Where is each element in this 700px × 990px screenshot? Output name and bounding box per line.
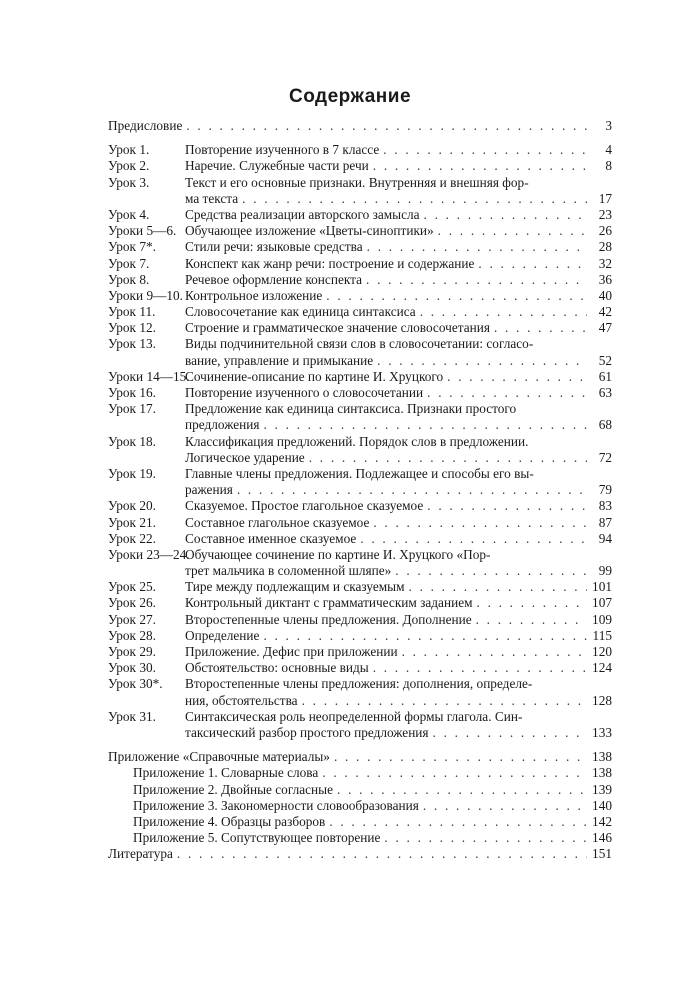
dot-leader	[326, 288, 587, 304]
entry-title: Контрольное изложение	[185, 287, 323, 303]
entry-title: предложения	[185, 417, 260, 433]
toc-entry-continuation	[108, 353, 612, 369]
toc-entry	[108, 175, 612, 191]
entry-title: Наречие. Служебные части речи	[185, 158, 369, 174]
toc-entry	[108, 239, 612, 255]
entry-body	[185, 693, 612, 709]
toc-entry	[108, 595, 612, 611]
lesson-label: Урок 20.	[108, 498, 156, 514]
lesson-label: Урок 26.	[108, 595, 156, 611]
lesson-label: Урок 16.	[108, 385, 156, 400]
dot-leader	[427, 498, 587, 514]
appendix-item	[108, 798, 612, 814]
entry-body	[185, 353, 612, 369]
page-number: 8	[605, 158, 612, 174]
appendix-item	[108, 830, 612, 846]
entry-title: Сочинение-описание по картине И. Хруцкого	[185, 368, 444, 384]
entry-body	[185, 725, 612, 741]
dot-leader	[427, 385, 587, 401]
entry-body	[185, 563, 612, 579]
dot-leader	[366, 272, 587, 288]
toc-entry	[108, 547, 612, 563]
dot-leader	[302, 693, 587, 709]
entry-title: ма текста	[185, 190, 239, 206]
toc-entry	[108, 385, 612, 401]
entry-body	[185, 466, 612, 482]
entry-body	[185, 207, 612, 223]
entry-title: Повторение изученного в 7 классе	[185, 142, 380, 158]
lesson-label: Урок 3.	[108, 174, 150, 190]
dot-leader	[402, 644, 587, 660]
entry-title: Обучающее сочинение по картине И. Хруцкого «Пор-	[185, 546, 491, 562]
entry-title: Обучающее изложение «Цветы-синоптики»	[185, 223, 434, 239]
entry-title: Предложение как единица синтаксиса. Признаки простого	[185, 401, 517, 417]
page-number: 83	[598, 498, 612, 514]
lesson-label: Урок 11.	[108, 304, 156, 320]
spacer	[108, 134, 612, 142]
page-number: 47	[598, 320, 612, 336]
entry-title: ражения	[185, 482, 233, 498]
toc-entry	[108, 434, 612, 450]
dot-leader	[447, 369, 587, 385]
entry-title: Синтаксическая роль неопределенной формы глагола. Син-	[185, 708, 523, 724]
lesson-label: Урок 27.	[108, 611, 156, 627]
page-number: 17	[598, 190, 612, 206]
toc-entry	[108, 660, 612, 676]
toc-entry-continuation	[108, 417, 612, 433]
entry-title: Словосочетание как единица синтаксиса	[185, 304, 416, 320]
dot-leader	[242, 191, 587, 207]
entry-body	[133, 830, 612, 846]
entry-title: Второстепенные члены предложения. Дополнение	[185, 611, 472, 627]
entry-title: Предисловие	[108, 118, 183, 133]
toc-entry	[108, 579, 612, 595]
lesson-label: Урок 7*.	[108, 239, 156, 255]
page-number: 52	[598, 352, 612, 368]
lesson-label: Урок 21.	[108, 514, 156, 530]
lesson-label: Урок 25.	[108, 579, 156, 595]
dot-leader	[263, 417, 587, 433]
toc-entry	[108, 256, 612, 272]
dot-leader	[494, 320, 587, 336]
dot-leader	[186, 118, 587, 134]
dot-leader	[438, 223, 587, 239]
dot-leader	[360, 531, 587, 547]
dot-leader	[263, 628, 587, 644]
spacer	[108, 741, 612, 749]
dot-leader	[309, 450, 587, 466]
entry-title: Приложение «Справочные материалы»	[108, 749, 330, 765]
page-number: 23	[598, 206, 612, 222]
page-number: 63	[598, 385, 612, 400]
lesson-label: Урок 7.	[108, 255, 150, 271]
entry-title: Приложение 4. Образцы разборов	[133, 813, 326, 829]
entry-title: Приложение 1. Словарные слова	[133, 765, 319, 781]
entry-body	[185, 644, 612, 660]
page-number: 133	[592, 724, 612, 740]
entry-body	[185, 288, 612, 304]
dot-leader	[334, 749, 587, 765]
page-number: 140	[592, 797, 612, 813]
dot-leader	[367, 239, 587, 255]
table-of-contents	[108, 118, 612, 862]
dot-leader	[383, 142, 587, 158]
page-number: 107	[592, 595, 612, 611]
lesson-label: Урок 12.	[108, 320, 156, 336]
toc-entry	[108, 628, 612, 644]
entry-title: Классификация предложений. Порядок слов в предложении.	[185, 433, 529, 449]
entry-body	[185, 336, 612, 352]
entry-body	[185, 369, 612, 385]
toc-entry	[108, 612, 612, 628]
entry-title: Средства реализации авторского замысла	[185, 206, 420, 222]
entry-body	[185, 401, 612, 417]
dot-leader	[373, 158, 587, 174]
appendix-entry	[108, 749, 612, 765]
entry-title: ния, обстоятельства	[185, 692, 298, 708]
dot-leader	[237, 482, 587, 498]
lesson-label: Урок 17.	[108, 401, 156, 417]
entry-title: Приложение 2. Двойные согласные	[133, 781, 334, 797]
appendix-item	[108, 814, 612, 830]
toc-entry-continuation	[108, 191, 612, 207]
page-number: 109	[592, 611, 612, 627]
page-number: 3	[605, 118, 612, 133]
lesson-label: Уроки 5—6.	[108, 223, 177, 239]
toc-entry	[108, 272, 612, 288]
toc-entry	[108, 466, 612, 482]
entry-title: Определение	[185, 627, 260, 643]
dot-leader	[329, 814, 587, 830]
toc-entry	[108, 320, 612, 336]
entry-title: Составное именное сказуемое	[185, 530, 357, 546]
entry-body	[185, 304, 612, 320]
page-number: 26	[598, 223, 612, 239]
lesson-label: Урок 28.	[108, 627, 156, 643]
entry-body	[185, 272, 612, 288]
toc-entry	[108, 498, 612, 514]
page-number: 61	[598, 368, 612, 384]
page-number: 94	[598, 530, 612, 546]
toc-entry	[108, 304, 612, 320]
toc-entry	[108, 158, 612, 174]
toc-entry	[108, 515, 612, 531]
lesson-label: Урок 30*.	[108, 676, 163, 692]
page-number: 40	[598, 287, 612, 303]
entry-title: Текст и его основные признаки. Внутренняя и внешняя фор-	[185, 174, 529, 190]
entry-body	[185, 223, 612, 239]
dot-leader	[476, 612, 587, 628]
lesson-label: Урок 31.	[108, 708, 156, 724]
toc-entry	[108, 288, 612, 304]
entry-body	[185, 531, 612, 547]
toc-entry	[108, 709, 612, 725]
dot-leader	[177, 846, 587, 862]
entry-body	[133, 765, 612, 781]
dot-leader	[322, 765, 587, 781]
toc-entry-continuation	[108, 450, 612, 466]
entry-title: Приложение. Дефис при приложении	[185, 644, 398, 659]
entry-body	[185, 320, 612, 336]
toc-entry	[108, 336, 612, 352]
dot-leader	[423, 798, 587, 814]
entry-body	[185, 191, 612, 207]
dot-leader	[373, 660, 587, 676]
lesson-label: Урок 19.	[108, 465, 156, 481]
lesson-label: Урок 18.	[108, 433, 156, 449]
entry-title: Логическое ударение	[185, 449, 305, 465]
entry-body	[108, 118, 612, 134]
toc-entry	[108, 401, 612, 417]
entry-title: Литература	[108, 846, 173, 862]
lesson-label: Урок 30.	[108, 660, 156, 676]
lesson-label: Урок 4.	[108, 206, 150, 222]
entry-body	[133, 798, 612, 814]
entry-title: Составное глагольное сказуемое	[185, 514, 370, 530]
entry-body	[185, 595, 612, 611]
entry-body	[185, 498, 612, 514]
dot-leader	[337, 782, 587, 798]
appendix-item	[108, 765, 612, 781]
entry-title: Главные члены предложения. Подлежащее и способы его вы-	[185, 465, 534, 481]
page-number: 138	[592, 765, 612, 781]
dot-leader	[373, 515, 587, 531]
entry-body	[185, 612, 612, 628]
lesson-label: Уроки 14—15.	[108, 368, 190, 384]
toc-entry	[108, 531, 612, 547]
page-number: 120	[592, 644, 612, 659]
entry-title: вание, управление и примыкание	[185, 352, 374, 368]
entry-body	[185, 175, 612, 191]
entry-body	[185, 256, 612, 272]
entry-body	[185, 515, 612, 531]
toc-entry-continuation	[108, 563, 612, 579]
dot-leader	[477, 595, 587, 611]
toc-entry	[108, 676, 612, 692]
dot-leader	[384, 830, 587, 846]
entry-title: Виды подчинительной связи слов в словосочетании: согласо-	[185, 336, 534, 352]
toc-entry	[108, 142, 612, 158]
entry-body	[133, 814, 612, 830]
entry-title: Конспект как жанр речи: построение и содержание	[185, 255, 475, 271]
page-number: 138	[592, 749, 612, 765]
lesson-label: Урок 13.	[108, 336, 156, 352]
entry-title: Обстоятельство: основные виды	[185, 660, 369, 676]
appendix-item	[108, 782, 612, 798]
page-number: 4	[605, 142, 612, 158]
dot-leader	[433, 725, 587, 741]
toc-entry	[108, 223, 612, 239]
page-number: 87	[598, 514, 612, 530]
toc-entry-continuation	[108, 725, 612, 741]
entry-body	[185, 628, 612, 644]
entry-title: Контрольный диктант с грамматическим заданием	[185, 595, 473, 611]
entry-title: Сказуемое. Простое глагольное сказуемое	[185, 498, 424, 514]
entry-body	[108, 749, 612, 765]
page-title: Содержание	[288, 86, 412, 107]
lesson-label: Урок 1.	[108, 142, 150, 158]
toc-entry-continuation	[108, 482, 612, 498]
lesson-label: Урок 29.	[108, 644, 156, 659]
page-number: 142	[592, 813, 612, 829]
literature-entry	[108, 846, 612, 862]
dot-leader	[478, 256, 587, 272]
page-number: 28	[598, 239, 612, 255]
page-number: 115	[592, 627, 612, 643]
entry-body	[185, 450, 612, 466]
entry-title: Строение и грамматическое значение словосочетания	[185, 320, 490, 336]
entry-title: Тире между подлежащим и сказуемым	[185, 579, 405, 595]
entry-body	[185, 547, 612, 563]
lesson-label: Уроки 9—10.	[108, 287, 184, 303]
page-number: 101	[592, 579, 612, 595]
dot-leader	[420, 304, 587, 320]
entry-title: Речевое оформление конспекта	[185, 271, 363, 287]
entry-title: трет мальчика в соломенной шляпе»	[185, 563, 392, 579]
entry-body	[185, 142, 612, 158]
dot-leader	[395, 563, 587, 579]
page-number: 32	[598, 255, 612, 271]
toc-entry	[108, 118, 612, 134]
entry-title: Приложение 3. Закономерности словообразования	[133, 797, 419, 813]
entry-title: Приложение 5. Сопутствующее повторение	[133, 830, 381, 846]
entry-body	[185, 676, 612, 692]
page-number: 139	[592, 781, 612, 797]
entry-body	[185, 239, 612, 255]
lesson-label: Уроки 23—24.	[108, 546, 190, 562]
page-number: 99	[598, 563, 612, 579]
entry-body	[185, 660, 612, 676]
toc-entry	[108, 207, 612, 223]
dot-leader	[377, 353, 587, 369]
toc-entry	[108, 369, 612, 385]
page-number: 72	[598, 449, 612, 465]
entry-title: таксический разбор простого предложения	[185, 724, 429, 740]
entry-body	[185, 434, 612, 450]
lesson-label: Урок 22.	[108, 530, 156, 546]
page-number: 146	[592, 830, 612, 846]
entry-body	[108, 846, 612, 862]
page-number: 128	[592, 692, 612, 708]
entry-title: Второстепенные члены предложения: дополнения, определе-	[185, 676, 533, 692]
page-number: 124	[592, 660, 612, 676]
lesson-label: Урок 8.	[108, 271, 150, 287]
page-number: 42	[598, 304, 612, 320]
entry-title: Стили речи: языковые средства	[185, 239, 363, 255]
page-number: 68	[598, 417, 612, 433]
entry-body	[185, 417, 612, 433]
entry-body	[185, 482, 612, 498]
entry-body	[133, 782, 612, 798]
page-number: 36	[598, 271, 612, 287]
dot-leader	[424, 207, 587, 223]
lesson-label: Урок 2.	[108, 158, 150, 174]
page-number: 79	[598, 482, 612, 498]
entry-body	[185, 709, 612, 725]
dot-leader	[409, 579, 587, 595]
toc-entry-continuation	[108, 693, 612, 709]
entry-title: Повторение изученного о словосочетании	[185, 385, 424, 400]
page-number: 151	[592, 846, 612, 862]
entry-body	[185, 579, 612, 595]
entry-body	[185, 158, 612, 174]
entry-body	[185, 385, 612, 401]
toc-entry	[108, 644, 612, 660]
